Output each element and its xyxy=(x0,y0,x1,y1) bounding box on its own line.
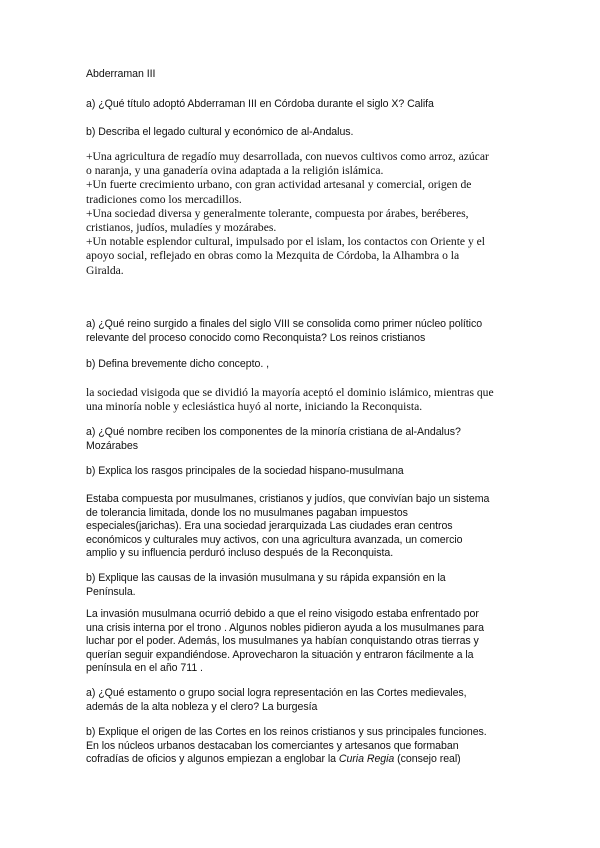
text-line: especiales(jarichas). Era una sociedad jerarquizada Las ciudades eran centros xyxy=(86,520,453,532)
text-line: la sociedad visigoda que se dividió la mayoría aceptó el dominio islámico, mientras que xyxy=(86,386,494,399)
text-line: a) ¿Qué estamento o grupo social logra representación en las Cortes medievales, xyxy=(86,687,467,699)
question-1b: b) Describa el legado cultural y económico de al-Andalus. xyxy=(86,126,354,138)
text-segment: cofradías de oficios y algunos empiezan a englobar la xyxy=(86,753,339,765)
text-line: de tolerancia limitada, donde los no musulmanes pagaban impuestos xyxy=(86,506,408,519)
text-line: luchar por el poder. Además, los musulmanes ya habían conquistando otras tierras y xyxy=(86,635,479,647)
text-line: Estaba compuesta por musulmanes, cristianos y judíos, que convivían bajo un sistema xyxy=(86,493,490,505)
text-line: apoyo social, reflejado en obras como la Mezquita de Córdoba, la Alhambra o la xyxy=(86,249,460,263)
question-5b xyxy=(86,726,526,767)
text-line: Península. xyxy=(86,585,136,598)
document-title: Abderraman III xyxy=(86,68,156,80)
answer-legado xyxy=(86,150,526,278)
text-line: +Un notable esplendor cultural, impulsado por el islam, los contactos con Oriente y el xyxy=(86,235,486,249)
text-line: +Un fuerte crecimiento urbano, con gran actividad artesanal y comercial, origen de xyxy=(86,178,472,192)
text-line: b) Explique el origen de las Cortes en los reinos cristianos y sus principales funciones. xyxy=(86,726,487,738)
text-line: relevante del proceso conocido como Reconquista? Los reinos cristianos xyxy=(86,331,426,344)
curia-regia-term: Curia Regia xyxy=(338,753,395,765)
text-line: Mozárabes xyxy=(86,439,138,452)
answer-invasion xyxy=(86,608,526,676)
text-line: La invasión musulmana ocurrió debido a que el reino visigodo estaba enfrentado por xyxy=(86,608,479,620)
text-line: a) ¿Qué reino surgido a finales del siglo VIII se consolida como primer núcleo político xyxy=(86,318,483,330)
text-line: En los núcleos urbanos destacaban los comerciantes y artesanos que formaban xyxy=(86,739,459,752)
question-3b: b) Explica los rasgos principales de la sociedad hispano-musulmana xyxy=(86,465,404,477)
text-line: amplio y su influencia perduró incluso después de la Reconquista. xyxy=(86,547,394,559)
text-line: a) ¿Qué nombre reciben los componentes de la minoría cristiana de al-Andalus? xyxy=(86,426,461,438)
question-5a xyxy=(86,687,526,714)
text-line: Giralda. xyxy=(86,263,124,277)
text-line: tradiciones como los mercadillos. xyxy=(86,192,242,206)
text-line xyxy=(86,753,526,767)
text-line: además de la alta nobleza y el clero? La burgesía xyxy=(86,700,318,713)
question-2b: b) Defina brevemente dicho concepto. , xyxy=(86,358,270,370)
text-line: cristianos, judíos, muladíes y mozárabes. xyxy=(86,221,277,235)
text-line: península en el año 711 . xyxy=(86,662,203,674)
text-line: económicos y culturales muy activos, con una agricultura avanzada, un comercio xyxy=(86,533,463,546)
question-4b xyxy=(86,572,526,599)
text-line: +Una sociedad diversa y generalmente tolerante, compuesta por árabes, beréberes, xyxy=(86,206,469,220)
text-line: +Una agricultura de regadío muy desarrollada, con nuevos cultivos como arroz, azúcar xyxy=(86,150,489,163)
text-line: o naranja, y una ganadería ovina adaptada a la religión islámica. xyxy=(86,164,384,178)
text-line: querían seguir expandiéndose. Aprovecharon la situación y entraron fácilmente a la xyxy=(86,648,474,661)
text-line: b) Explique las causas de la invasión musulmana y su rápida expansión en la xyxy=(86,572,446,584)
answer-concepto xyxy=(86,386,526,414)
question-2a xyxy=(86,318,526,345)
question-3a xyxy=(86,426,526,453)
text-line: una minoría noble y eclesiástica huyó al norte, iniciando la Reconquista. xyxy=(86,400,423,414)
text-line: una crisis interna por el trono . Algunos nobles pidieron ayuda a los musulmanes para xyxy=(86,621,484,634)
answer-sociedad xyxy=(86,493,526,561)
question-1a: a) ¿Qué título adoptó Abderraman III en Córdoba durante el siglo X? Califa xyxy=(86,98,434,110)
text-segment: (consejo real) xyxy=(394,753,461,765)
